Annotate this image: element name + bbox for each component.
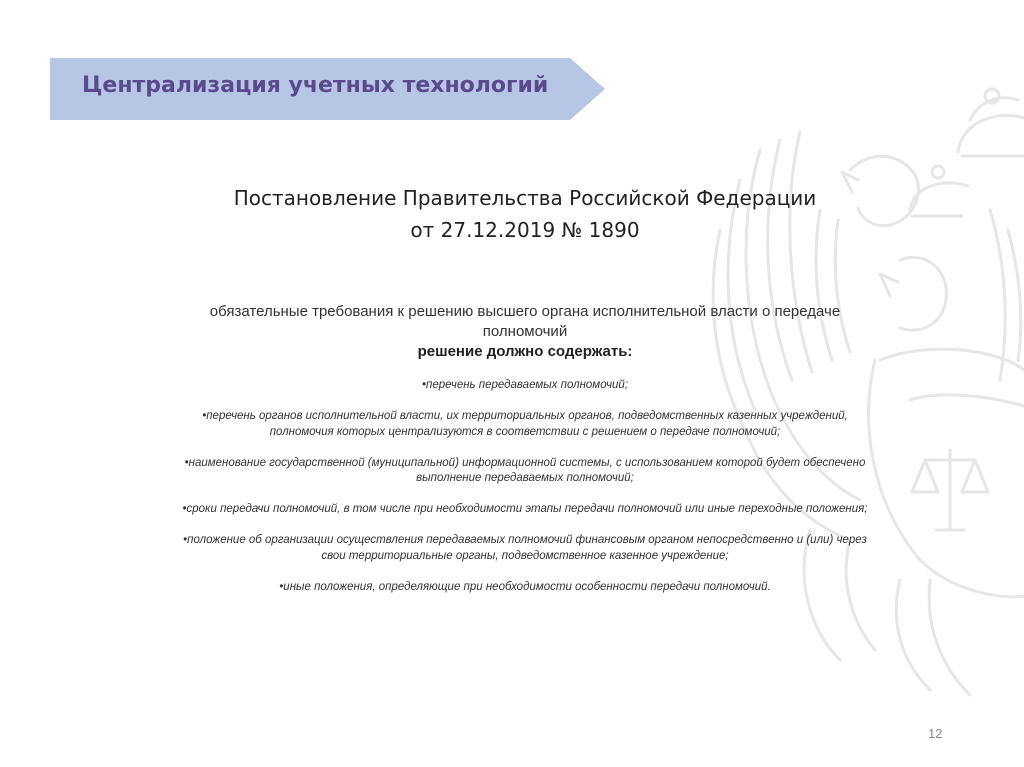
document-title-line-2: от 27.12.2019 № 1890 bbox=[410, 218, 640, 242]
page-number: 12 bbox=[928, 726, 943, 741]
intro-text: обязательные требования к решению высшего органа исполнительной власти о передаче полномочий bbox=[209, 303, 841, 340]
header-title: Централизация учетных технологий bbox=[82, 73, 549, 98]
list-item: •положение об организации осуществления передаваемых полномочий финансовым органом непосредственно и (или) через свои территориальные органы, подведомственное казенное учреждение; bbox=[183, 534, 867, 562]
document-title bbox=[180, 182, 870, 246]
list-item: •перечень органов исполнительной власти, их территориальных органов, подведомственных казенных учреждений, полномочия которых централизуются в соответствии с решением о передаче полномочий; bbox=[202, 410, 848, 438]
requirements-list bbox=[175, 378, 875, 611]
list-item: •иные положения, определяющие при необходимости особенности передачи полномочий. bbox=[279, 580, 771, 593]
document-title-line-1: Постановление Правительства Российской Федерации bbox=[233, 186, 817, 210]
must-contain-heading: решение должно содержать: bbox=[417, 343, 633, 360]
list-item: •перечень передаваемых полномочий; bbox=[421, 379, 629, 391]
intro-block bbox=[180, 302, 870, 362]
header-banner bbox=[50, 58, 605, 120]
list-item: •сроки передачи полномочий, в том числе при необходимости этапы передачи полномочий или иные переходные положения; bbox=[182, 503, 868, 515]
list-item: •наименование государственной (муниципальной) информационной системы, с использованием которой будет обеспечено выполнение передаваемых полномочий; bbox=[184, 456, 866, 484]
